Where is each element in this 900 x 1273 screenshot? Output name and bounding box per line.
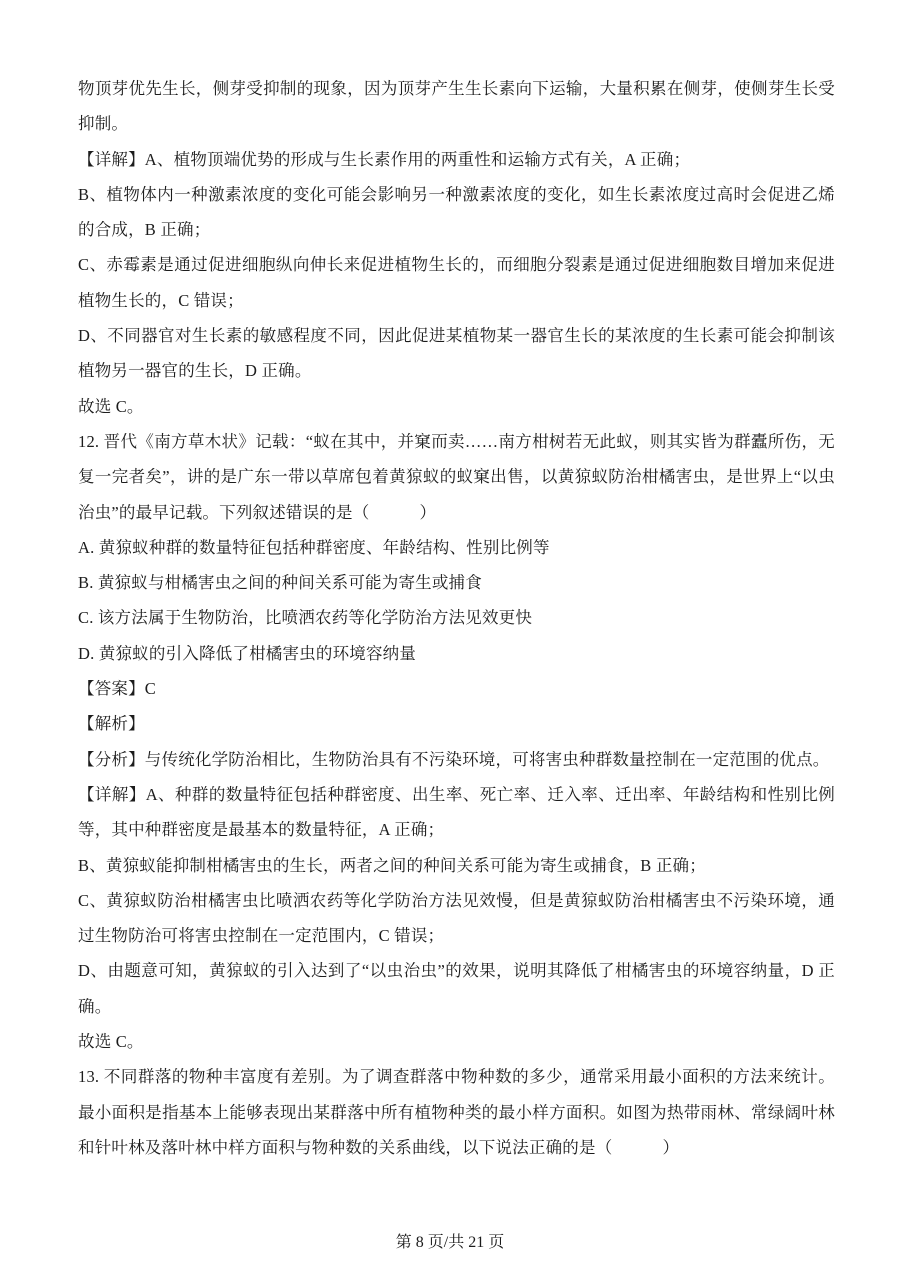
- q12-analysis: 【分析】与传统化学防治相比，生物防治具有不污染环境，可将害虫种群数量控制在一定范围的优点。: [78, 749, 830, 769]
- page-number-indicator: 第 8 页/共 21 页: [395, 1234, 505, 1251]
- q12-option-b: B. 黄猄蚁与柑橘害虫之间的种间关系可能为寄生或捕食: [78, 573, 482, 593]
- q13-stem: 13. 不同群落的物种丰富度有差别。为了调查群落中物种数的多少，通常采用最小面积的方法来统计。最小面积是指基本上能够表现出某群落中所有植物种类的最小样方面积。如图为热带雨林、常绿阔叶林和针叶林及落叶林中样方面积与物种数的关系曲线，以下说法正确的是（ ）: [78, 1067, 835, 1157]
- document-body: [78, 71, 835, 1165]
- q12-detail-a: 【详解】A、种群的数量特征包括种群密度、出生率、死亡率、迁入率、迁出率、年龄结构和性别比例等，其中种群密度是最基本的数量特征，A 正确；: [78, 784, 835, 840]
- page-footer: [0, 1232, 900, 1254]
- q11-detail-b: B、植物体内一种激素浓度的变化可能会影响另一种激素浓度的变化，如生长素浓度过高时会促进乙烯的合成，B 正确；: [78, 184, 835, 240]
- q11-detail-c: C、赤霉素是通过促进细胞纵向伸长来促进植物生长的，而细胞分裂素是通过促进细胞数目增加来促进植物生长的，C 错误；: [78, 255, 835, 310]
- q12-option-d: D. 黄猄蚁的引入降低了柑橘害虫的环境容纳量: [78, 643, 417, 663]
- q12-answer: 【答案】C: [78, 679, 157, 699]
- q12-conclusion: 故选 C。: [78, 1032, 144, 1052]
- q12-detail-c: C、黄猄蚁防治柑橘害虫比喷洒农药等化学防治方法见效慢，但是黄猄蚁防治柑橘害虫不污染环境，通过生物防治可将害虫控制在一定范围内，C 错误；: [78, 890, 835, 946]
- q12-stem: 12. 晋代《南方草木状》记载：“蚁在其中，并窠而卖……南方柑树若无此蚁，则其实皆为群蠹所伤，无复一完者矣”，讲的是广东一带以草席包着黄猄蚁的蚁窠出售，以黄猄蚁防治柑橘害虫，是世界上“以虫治虫”的最早记载。下列叙述错误的是（ ）: [78, 431, 835, 522]
- q12-detail-d: D、由题意可知，黄猄蚁的引入达到了“以虫治虫”的效果，说明其降低了柑橘害虫的环境容纳量，D 正确。: [78, 961, 835, 1016]
- q11-conclusion: 故选 C。: [78, 396, 144, 416]
- q12-explanation-header: 【解析】: [78, 714, 145, 734]
- q11-detail-d: D、不同器官对生长素的敏感程度不同，因此促进某植物某一器官生长的某浓度的生长素可能会抑制该植物另一器官的生长，D 正确。: [78, 326, 835, 381]
- q11-analysis-continuation: 物顶芽优先生长，侧芽受抑制的现象，因为顶芽产生生长素向下运输，大量积累在侧芽，使侧芽生长受抑制。: [78, 79, 835, 134]
- q12-detail-b: B、黄猄蚁能抑制柑橘害虫的生长，两者之间的种间关系可能为寄生或捕食，B 正确；: [78, 855, 706, 875]
- q12-option-c: C. 该方法属于生物防治，比喷洒农药等化学防治方法见效更快: [78, 608, 533, 628]
- q12-option-a: A. 黄猄蚁种群的数量特征包括种群密度、年龄结构、性别比例等: [78, 537, 550, 557]
- q11-detail-a: 【详解】A、植物顶端优势的形成与生长素作用的两重性和运输方式有关，A 正确；: [78, 149, 691, 169]
